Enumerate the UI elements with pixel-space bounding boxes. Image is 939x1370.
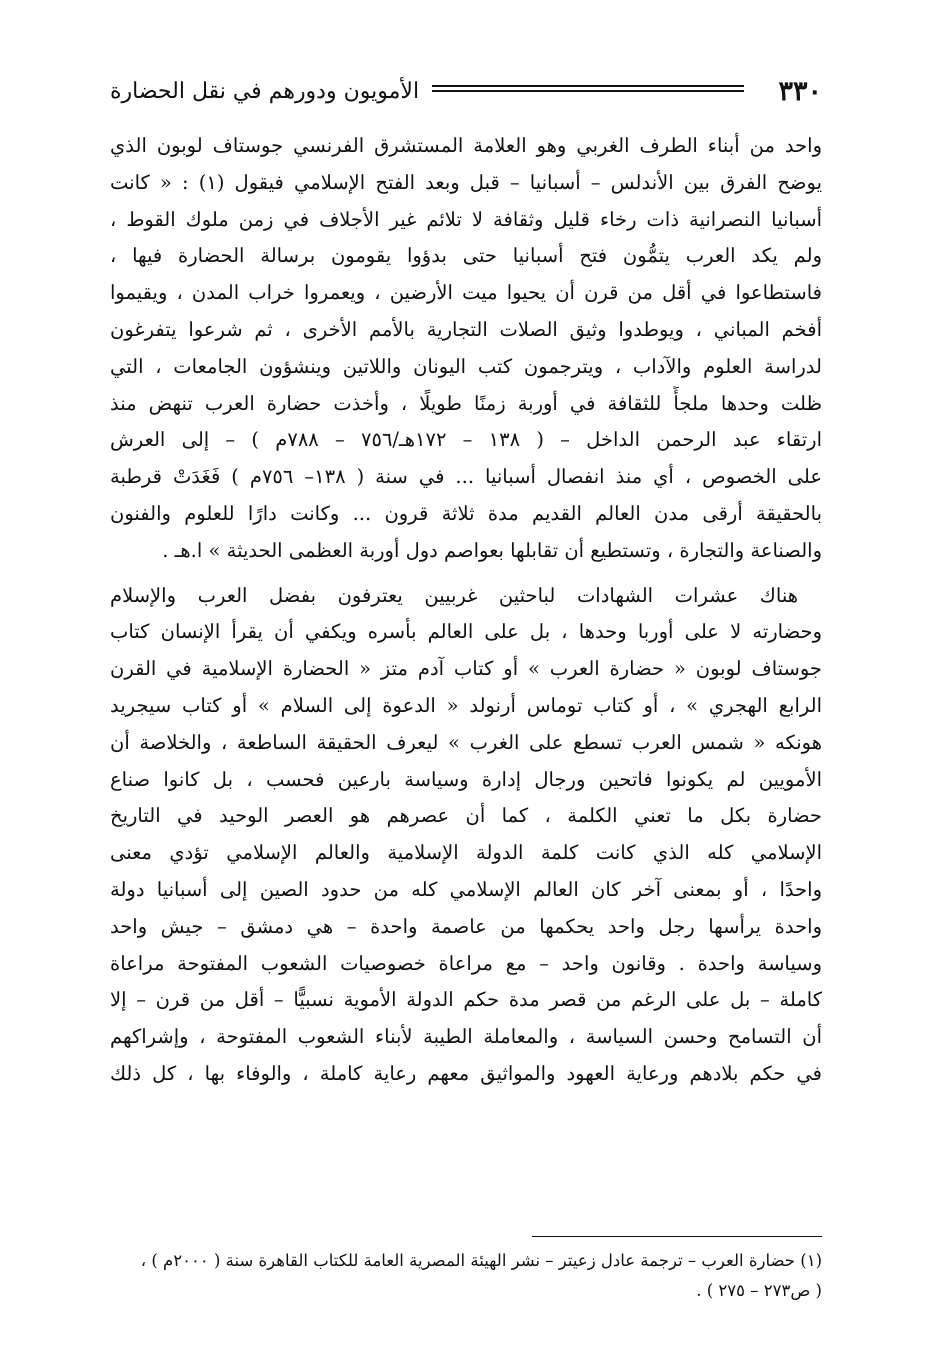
text-line: ولم يكد العرب يتمُّون فتح أسبانيا حتى بدؤوا يقومون برسالة الحضارة فيها ، [110,244,822,268]
text-line: وحضارته لا على أوربا وحدها ، بل على العالم بأسره ويكفي أن يقرأ الإنسان كتاب [110,620,822,644]
paragraph-testimonies [110,578,822,1093]
text-line: هونكه « شمس العرب تسطع على الغرب » ليعرف الحقيقة الساطعة ، والخلاصة أن [110,730,822,754]
text-line: الإسلامي كله الذي كانت كلمة الدولة الإسلامية والعالم الإسلامي تؤدي معنى [110,841,822,865]
header-double-rule [432,85,744,92]
paragraph-quote [110,128,822,570]
text-line: الرابع الهجري » ، أو كتاب توماس أرنولد « الدعوة إلى السلام » أو كتاب سيجريد [110,693,822,717]
running-title: الأمويون ودورهم في نقل الحضارة [110,79,420,104]
text-line: ارتقاء عبد الرحمن الداخل – ( ١٣٨ – ١٧٢هـ/٧٥٦ – ٧٨٨م ) – إلى العرش [110,428,822,452]
footnote-line: (١) حضارة العرب – ترجمة عادل زعيتر – نشر الهيئة المصرية العامة للكتاب القاهرة سنة ( ٢٠٠٠م ) ، [140,1251,822,1270]
text-line: هناك عشرات الشهادات لباحثين غربيين يعترفون بفضل العرب والإسلام [110,583,798,607]
text-line: بالحقيقة أرقى مدن العالم القديم مدة ثلاثة قرون ... وكانت دارًا للعلوم والفنون [110,501,822,525]
text-line: والصناعة والتجارة ، وتستطيع أن تقابلها بعواصم دول أوربة العظمى الحديثة » ا.هـ . [162,538,822,562]
text-line: الأمويين لم يكونوا فاتحين ورجال إدارة وسياسة بارعين فحسب ، بل كانوا صناع [110,767,822,791]
text-line: أن التسامح وحسن السياسة ، والمعاملة الطيبة لأبناء الشعوب المفتوحة ، وإشراكهم [110,1025,822,1049]
footnote-line: ( ص٢٧٣ – ٢٧٥ ) . [696,1281,822,1300]
text-line: ظلت وحدها ملجأً للثقافة في أوربة زمنًا طويلًا ، وأخذت حضارة العرب تنهض منذ [110,391,822,415]
text-line: واحد من أبناء الطرف الغربي وهو العلامة المستشرق الفرنسي جوستاف لوبون الذي [110,134,822,157]
text-line: أسبانيا النصرانية ذات رخاء قليل وثقافة لا تلائم غير الأجلاف في زمن ملوك القوط ، [110,207,822,231]
text-line: فاستطاعوا في أقل من قرن أن يحيوا ميت الأرضين ، ويعمروا خراب المدن ، ويقيموا [110,281,822,305]
text-line: في حكم بلادهم ورعاية العهود والمواثيق معهم رعاية كاملة ، والوفاء بها ، كل ذلك [110,1061,822,1085]
text-line: أفخم المباني ، ويوطدوا وثيق الصلات التجارية بالأمم الأخرى ، ثم شرعوا يتفرغون [110,317,822,341]
page-number: ٣٣٠ [778,76,822,107]
footnote-separator [532,1236,822,1237]
text-line: كاملة – بل على الرغم من قصر مدة حكم الدولة الأموية نسبيًّا – أقل من قرن – إلا [110,988,822,1012]
text-line: على الخصوص ، أي منذ انفصال أسبانيا ... في سنة ( ١٣٨– ٧٥٦م ) فَغَدَتْ قرطبة [110,465,822,489]
text-line: حضارة بكل ما تعني الكلمة ، كما أن عصرهم هو العصر الوحيد في التاريخ [110,804,822,828]
text-line: وسياسة واحدة . وقانون واحد – مع مراعاة خصوصيات الشعوب المفتوحة مراعاة [110,951,822,975]
page-header [110,72,822,112]
text-line: جوستاف لوبون « حضارة العرب » أو كتاب آدم متز « الحضارة الإسلامية في القرن [110,657,822,681]
footnote [110,1246,822,1306]
text-line: لدراسة العلوم والآداب ، ويترجمون كتب اليونان واللاتين وينشؤون الجامعات ، التي [110,354,822,378]
text-line: واحدة يرأسها رجل واحد يحكمها من عاصمة واحدة – هي دمشق – جيش واحد [110,914,822,938]
text-line: يوضح الفرق بين الأندلس – أسبانيا – قبل وبعد الفتح الإسلامي فيقول (١) : « كانت [110,170,822,194]
body-text [110,128,822,1093]
text-line: واحدًا ، أو بمعنى آخر كان العالم الإسلامي كله من حدود الصين إلى أسبانيا دولة [110,877,822,901]
